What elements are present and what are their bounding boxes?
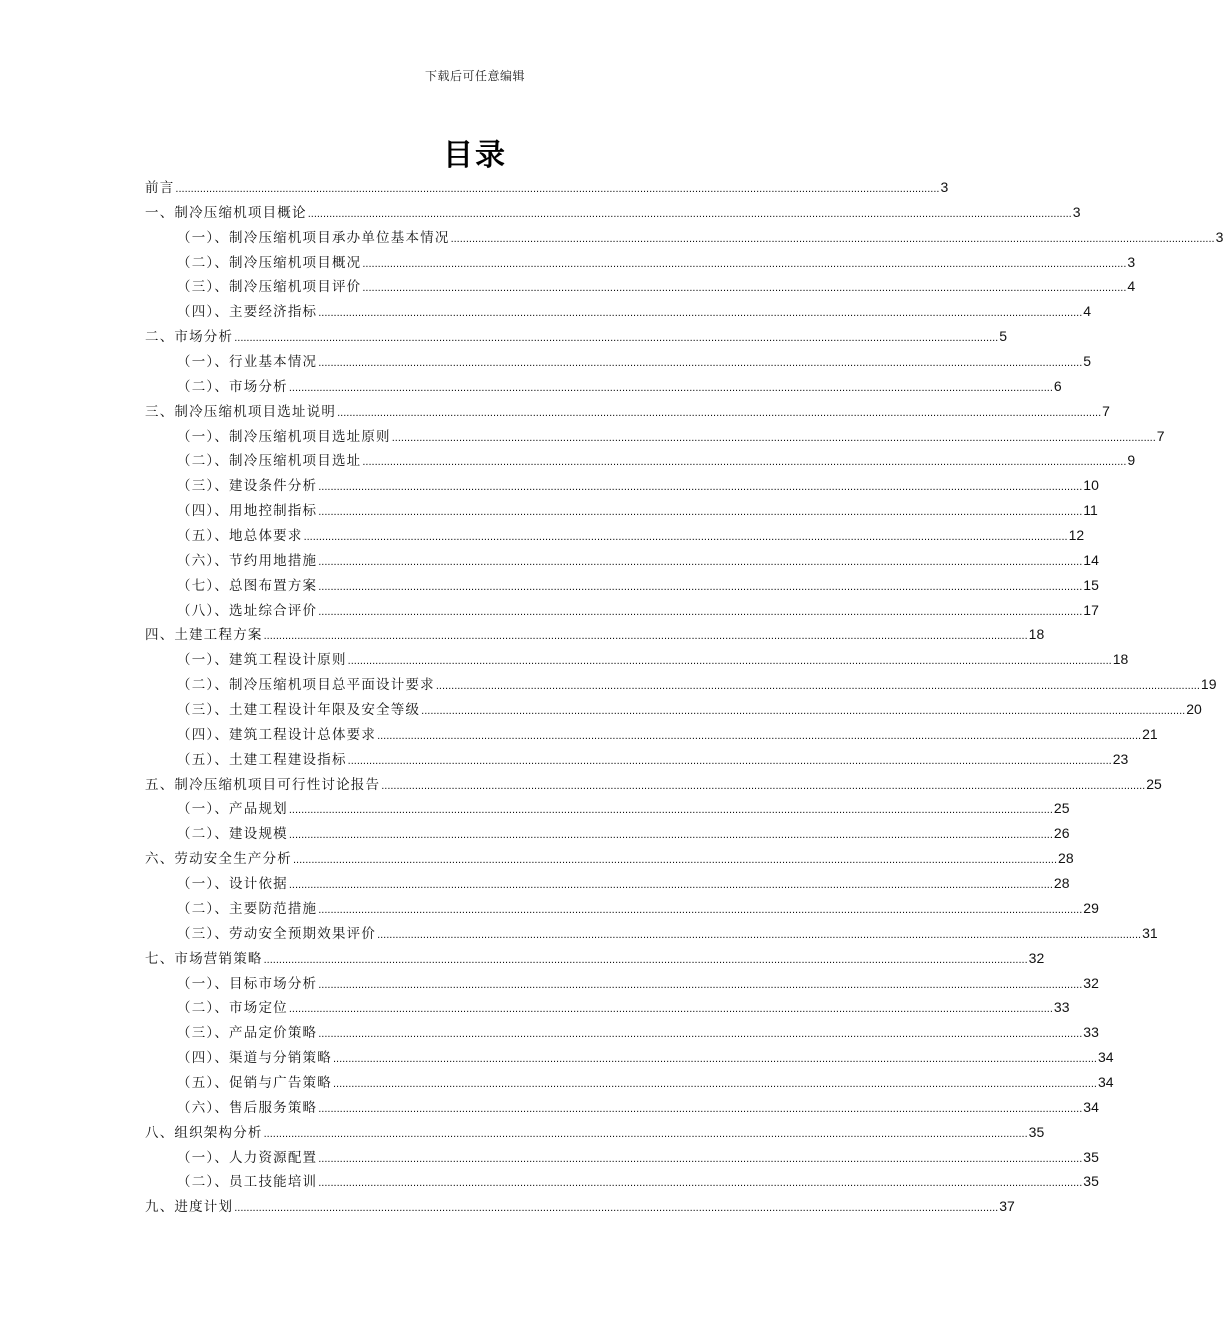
- toc-dot-leader: ..........................................................................................................................................................................................................................................................: [435, 680, 1200, 693]
- toc-section-entry[interactable]: [145, 349, 1092, 374]
- toc-dot-leader: ..........................................................................................................................................................................................................................................................: [391, 431, 1156, 444]
- toc-entry-title: （二）、制冷压缩机项目选址: [177, 453, 362, 470]
- toc-dot-leader: ..........................................................................................................................................................................................................................................................: [288, 1003, 1053, 1016]
- toc-section-entry[interactable]: [145, 796, 1070, 821]
- toc-page-number: 32: [1028, 949, 1045, 966]
- toc-dot-leader: ..........................................................................................................................................................................................................................................................: [293, 854, 1058, 867]
- toc-section-entry[interactable]: [145, 1095, 1099, 1120]
- toc-section-entry[interactable]: [145, 473, 1099, 498]
- toc-entry-title: （三）、产品定价策略: [177, 1025, 318, 1042]
- toc-page-number: 12: [1068, 527, 1085, 544]
- toc-dot-leader: ..........................................................................................................................................................................................................................................................: [318, 481, 1083, 494]
- toc-dot-leader: ..........................................................................................................................................................................................................................................................: [362, 456, 1127, 469]
- toc-dot-leader: ..........................................................................................................................................................................................................................................................: [318, 605, 1083, 618]
- toc-page-number: 31: [1142, 924, 1158, 941]
- toc-page-number: 5: [1083, 353, 1092, 370]
- toc-page-number: 15: [1083, 576, 1099, 593]
- toc-entry-title: 四、土建工程方案: [145, 627, 263, 644]
- toc-page-number: 4: [1083, 303, 1092, 320]
- toc-section-entry[interactable]: [145, 896, 1099, 921]
- toc-section-entry[interactable]: [145, 1070, 1114, 1095]
- toc-entry-title: （三）、制冷压缩机项目评价: [177, 279, 362, 296]
- toc-page-number: 28: [1058, 850, 1074, 867]
- toc-chapter-entry[interactable]: [145, 200, 1081, 225]
- toc-page-number: 29: [1083, 899, 1099, 916]
- toc-dot-leader: ..........................................................................................................................................................................................................................................................: [288, 381, 1053, 394]
- toc-page-number: 3: [1215, 228, 1223, 245]
- toc-chapter-entry[interactable]: [145, 946, 1045, 971]
- toc-dot-leader: ..........................................................................................................................................................................................................................................................: [234, 1202, 999, 1215]
- toc-page-number: 17: [1083, 601, 1099, 618]
- toc-section-entry[interactable]: [145, 647, 1129, 672]
- toc-page-number: 20: [1186, 701, 1202, 718]
- toc-section-entry[interactable]: [145, 747, 1129, 772]
- toc-chapter-entry[interactable]: [145, 1120, 1045, 1145]
- toc-entry-title: 三、制冷压缩机项目选址说明: [145, 403, 337, 420]
- toc-entry-title: （五）、地总体要求: [177, 528, 303, 545]
- toc-section-entry[interactable]: [145, 374, 1062, 399]
- toc-section-entry[interactable]: [145, 498, 1098, 523]
- toc-section-entry[interactable]: [145, 871, 1070, 896]
- toc-entry-title: （一）、产品规划: [177, 801, 288, 818]
- toc-page-number: 3: [1127, 253, 1136, 270]
- toc-page-number: 34: [1083, 1098, 1099, 1115]
- toc-dot-leader: ..........................................................................................................................................................................................................................................................: [421, 705, 1186, 718]
- toc-section-entry[interactable]: [145, 672, 1217, 697]
- toc-entry-title: （二）、主要防范措施: [177, 900, 318, 917]
- toc-chapter-entry[interactable]: [145, 622, 1045, 647]
- toc-entry-title: 七、市场营销策略: [145, 950, 263, 967]
- toc-dot-leader: ..........................................................................................................................................................................................................................................................: [377, 928, 1142, 941]
- toc-dot-leader: ..........................................................................................................................................................................................................................................................: [318, 978, 1083, 991]
- toc-section-entry[interactable]: [145, 921, 1158, 946]
- toc-dot-leader: ..........................................................................................................................................................................................................................................................: [362, 282, 1127, 295]
- toc-dot-leader: ..........................................................................................................................................................................................................................................................: [377, 729, 1142, 742]
- toc-page-number: 33: [1053, 999, 1070, 1016]
- toc-dot-leader: ..........................................................................................................................................................................................................................................................: [318, 580, 1083, 593]
- toc-dot-leader: ..........................................................................................................................................................................................................................................................: [332, 1053, 1097, 1066]
- toc-entry-title: （二）、制冷压缩机项目总平面设计要求: [177, 677, 435, 694]
- header-note: 下载后可任意编辑: [424, 69, 525, 83]
- toc-dot-leader: ..........................................................................................................................................................................................................................................................: [175, 183, 940, 195]
- toc-entry-title: （二）、市场分析: [177, 378, 288, 395]
- toc-entry-title: （一）、建筑工程设计原则: [177, 652, 347, 669]
- toc-entry-title: 前言: [145, 180, 175, 196]
- toc-section-entry[interactable]: [145, 225, 1223, 250]
- toc-dot-leader: ..........................................................................................................................................................................................................................................................: [318, 307, 1083, 320]
- toc-entry-title: （一）、设计依据: [177, 876, 288, 893]
- toc-dot-leader: ..........................................................................................................................................................................................................................................................: [318, 1102, 1083, 1115]
- toc-entry-title: （二）、员工技能培训: [177, 1174, 318, 1191]
- toc-entry-title: （六）、节约用地措施: [177, 552, 318, 569]
- toc-page-number: 28: [1053, 875, 1070, 892]
- toc-page-number: 37: [999, 1198, 1015, 1215]
- toc-entry-title: （八）、选址综合评价: [177, 602, 318, 619]
- toc-dot-leader: ..........................................................................................................................................................................................................................................................: [347, 655, 1112, 668]
- toc-entry-title: （二）、建设规模: [177, 826, 288, 843]
- toc-section-entry[interactable]: [145, 523, 1085, 548]
- toc-page-number: 26: [1053, 825, 1070, 842]
- toc-section-entry[interactable]: [145, 971, 1099, 996]
- toc-page-number: 4: [1127, 278, 1136, 295]
- toc-dot-leader: ..........................................................................................................................................................................................................................................................: [288, 879, 1053, 892]
- toc-entry-title: （一）、人力资源配置: [177, 1149, 318, 1166]
- toc-page-number: 11: [1083, 502, 1098, 519]
- toc-section-entry[interactable]: [145, 697, 1202, 722]
- toc-section-entry[interactable]: [145, 995, 1070, 1020]
- toc-page-number: 25: [1053, 800, 1070, 817]
- toc-entry-title: （一）、行业基本情况: [177, 354, 318, 371]
- toc-page-number: 7: [1102, 402, 1110, 419]
- toc-section-entry[interactable]: [145, 1169, 1099, 1194]
- toc-entry-title: （三）、劳动安全预期效果评价: [177, 925, 377, 942]
- toc-chapter-entry[interactable]: [145, 399, 1110, 424]
- toc-dot-leader: ..........................................................................................................................................................................................................................................................: [263, 1127, 1028, 1140]
- toc-dot-leader: ..........................................................................................................................................................................................................................................................: [303, 531, 1068, 544]
- toc-entry-title: （五）、土建工程建设指标: [177, 751, 347, 768]
- toc-page-number: 19: [1200, 676, 1217, 693]
- toc-chapter-entry[interactable]: [145, 324, 1008, 349]
- toc-page-number: 33: [1083, 1024, 1099, 1041]
- toc-chapter-entry[interactable]: [145, 175, 949, 200]
- toc-chapter-entry[interactable]: [145, 846, 1074, 871]
- page-title: 目录: [443, 138, 507, 173]
- toc-dot-leader: ..........................................................................................................................................................................................................................................................: [318, 506, 1083, 519]
- toc-section-entry[interactable]: [145, 424, 1165, 449]
- toc-page-number: 35: [1083, 1173, 1099, 1190]
- toc-entry-title: （二）、市场定位: [177, 1000, 288, 1017]
- toc-section-entry[interactable]: [145, 598, 1099, 623]
- toc-entry-title: （四）、主要经济指标: [177, 304, 318, 321]
- toc-dot-leader: ..........................................................................................................................................................................................................................................................: [332, 1077, 1097, 1090]
- toc-page-number: 18: [1028, 626, 1045, 643]
- toc-page-number: 5: [999, 328, 1008, 345]
- toc-entry-title: （四）、用地控制指标: [177, 503, 318, 520]
- toc-dot-leader: ..........................................................................................................................................................................................................................................................: [347, 754, 1112, 767]
- toc-page-number: 23: [1112, 750, 1129, 767]
- toc-dot-leader: ..........................................................................................................................................................................................................................................................: [381, 779, 1146, 792]
- toc-entry-title: （三）、土建工程设计年限及安全等级: [177, 702, 421, 719]
- toc-page-number: 21: [1142, 725, 1158, 742]
- toc-entry-title: 五、制冷压缩机项目可行性讨论报告: [145, 776, 381, 793]
- toc-dot-leader: ..........................................................................................................................................................................................................................................................: [234, 332, 999, 345]
- toc-page-number: 32: [1083, 974, 1099, 991]
- toc-page-number: 3: [1072, 203, 1081, 220]
- toc-dot-leader: ..........................................................................................................................................................................................................................................................: [450, 232, 1215, 245]
- toc-section-entry[interactable]: [145, 274, 1136, 299]
- toc-page-number: 6: [1053, 377, 1062, 394]
- toc-chapter-entry[interactable]: [145, 772, 1162, 797]
- toc-page-number: 25: [1146, 775, 1162, 792]
- toc-page-number: 35: [1083, 1148, 1099, 1165]
- toc-dot-leader: ..........................................................................................................................................................................................................................................................: [263, 953, 1028, 966]
- toc-dot-leader: ..........................................................................................................................................................................................................................................................: [288, 829, 1053, 842]
- toc-dot-leader: ..........................................................................................................................................................................................................................................................: [337, 406, 1102, 419]
- toc-dot-leader: ..........................................................................................................................................................................................................................................................: [318, 1152, 1083, 1165]
- toc-page-number: 9: [1127, 452, 1136, 469]
- toc-page-number: 35: [1028, 1123, 1045, 1140]
- toc-page-number: 7: [1156, 427, 1165, 444]
- toc-entry-title: （五）、促销与广告策略: [177, 1074, 332, 1091]
- toc-entry-title: （六）、售后服务策略: [177, 1099, 318, 1116]
- toc-page-number: 18: [1112, 651, 1129, 668]
- toc-dot-leader: ..........................................................................................................................................................................................................................................................: [318, 1177, 1083, 1190]
- toc-page-number: 10: [1083, 477, 1099, 494]
- toc-section-entry[interactable]: [145, 573, 1099, 598]
- toc-dot-leader: ..........................................................................................................................................................................................................................................................: [318, 555, 1083, 568]
- toc-entry-title: （三）、建设条件分析: [177, 478, 318, 495]
- table-of-contents: [145, 175, 1223, 1219]
- toc-dot-leader: ..........................................................................................................................................................................................................................................................: [263, 630, 1028, 643]
- toc-section-entry[interactable]: [145, 448, 1136, 473]
- toc-dot-leader: ..........................................................................................................................................................................................................................................................: [318, 903, 1083, 916]
- toc-section-entry[interactable]: [145, 548, 1099, 573]
- toc-entry-title: 九、进度计划: [145, 1199, 234, 1216]
- toc-dot-leader: ..........................................................................................................................................................................................................................................................: [288, 804, 1053, 817]
- toc-section-entry[interactable]: [145, 299, 1092, 324]
- toc-section-entry[interactable]: [145, 250, 1136, 275]
- toc-entry-title: 六、劳动安全生产分析: [145, 851, 292, 868]
- toc-section-entry[interactable]: [145, 1045, 1114, 1070]
- toc-dot-leader: ..........................................................................................................................................................................................................................................................: [318, 1028, 1083, 1041]
- toc-section-entry[interactable]: [145, 722, 1158, 747]
- toc-chapter-entry[interactable]: [145, 1194, 1015, 1219]
- toc-entry-title: （一）、制冷压缩机项目承办单位基本情况: [177, 229, 450, 246]
- toc-page-number: 34: [1098, 1073, 1114, 1090]
- toc-entry-title: （四）、建筑工程设计总体要求: [177, 726, 377, 743]
- toc-entry-title: （二）、制冷压缩机项目概况: [177, 254, 362, 271]
- toc-section-entry[interactable]: [145, 821, 1070, 846]
- toc-dot-leader: ..........................................................................................................................................................................................................................................................: [318, 357, 1083, 370]
- toc-section-entry[interactable]: [145, 1145, 1099, 1170]
- toc-entry-title: （七）、总图布置方案: [177, 577, 318, 594]
- toc-entry-title: （一）、制冷压缩机项目选址原则: [177, 428, 391, 445]
- toc-entry-title: 二、市场分析: [145, 329, 234, 346]
- toc-page-number: 34: [1098, 1049, 1114, 1066]
- toc-entry-title: 一、制冷压缩机项目概论: [145, 204, 307, 221]
- toc-dot-leader: ..........................................................................................................................................................................................................................................................: [362, 257, 1127, 270]
- toc-entry-title: （四）、渠道与分销策略: [177, 1050, 332, 1067]
- toc-entry-title: （一）、目标市场分析: [177, 975, 318, 992]
- toc-section-entry[interactable]: [145, 1020, 1099, 1045]
- toc-entry-title: 八、组织架构分析: [145, 1124, 263, 1141]
- toc-dot-leader: ..........................................................................................................................................................................................................................................................: [307, 207, 1072, 220]
- toc-page-number: 3: [940, 179, 949, 195]
- toc-page-number: 14: [1083, 551, 1099, 568]
